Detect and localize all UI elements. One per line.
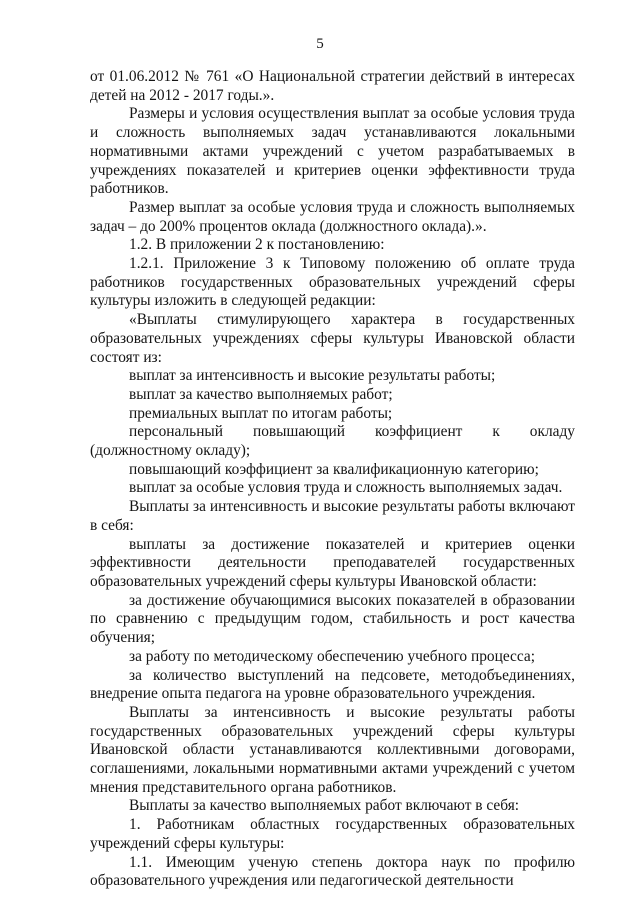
paragraph: 1.2. В приложении 2 к постановлению: bbox=[129, 236, 385, 254]
page-number: 5 bbox=[316, 36, 324, 52]
paragraph: повышающий коэффициент за квалификационную категорию; bbox=[129, 460, 539, 478]
paragraph: за работу по методическому обеспечению учебного процесса; bbox=[129, 647, 536, 665]
paragraph: персональный повышающий коэффициент к окладу (должностному окладу); bbox=[90, 423, 575, 460]
paragraph: выплаты за достижение показателей и критериев оценки эффективности деятельности преподавателей государственных образовательных учреждений сферы культуры Ивановской области: bbox=[90, 535, 575, 590]
paragraph: 1.1. Имеющим ученую степень доктора наук по профилю образовательного учреждения или педагогической деятельности bbox=[90, 853, 575, 890]
paragraph: Выплаты за качество выполняемых работ включают в себя: bbox=[129, 797, 520, 815]
paragraph: «Выплаты стимулирующего характера в государственных образовательных учреждениях сферы культуры Ивановской области состоят из: bbox=[90, 311, 575, 366]
paragraph: выплат за особые условия труда и сложность выполняемых задач. bbox=[129, 479, 563, 497]
paragraph: 1.2.1. Приложение 3 к Типовому положению об оплате труда работников государственных образовательных учреждений сферы культуры изложить в следующей редакции: bbox=[90, 255, 575, 310]
paragraph: Выплаты за интенсивность и высокие результаты работы государственных образовательных учреждений сферы культуры Ивановской области устанавливаются коллективными договорами, соглашениями, локальными нормативными актами учреждений с учетом мнения представительного органа работников. bbox=[90, 703, 575, 796]
paragraph: 1. Работникам областных государственных образовательных учреждений сферы культуры: bbox=[90, 816, 575, 852]
paragraph: от 01.06.2012 № 761 «О Национальной стратегии действий в интересах детей на 2012 - 2017 годы.». bbox=[90, 68, 575, 104]
paragraph: Выплаты за интенсивность и высокие результаты работы включают в себя: bbox=[90, 498, 575, 534]
paragraph: премиальных выплат по итогам работы; bbox=[129, 404, 393, 422]
paragraph: за достижение обучающимися высоких показателей в образовании по сравнению с предыдущим годом, стабильность и рост качества обучения; bbox=[90, 591, 575, 647]
paragraph: Размеры и условия осуществления выплат за особые условия труда и сложность выполняемых задач устанавливаются локальными нормативными актами учреждений с учетом разрабатываемых в учреждениях показателей и критериев оценки эффективности труда работников. bbox=[90, 105, 575, 198]
paragraph: за количество выступлений на педсовете, методобъединениях, внедрение опыта педагога на уровне образовательного учреждения. bbox=[90, 666, 575, 703]
document-body bbox=[90, 68, 575, 891]
paragraph: выплат за интенсивность и высокие результаты работы; bbox=[129, 367, 496, 385]
paragraph: Размер выплат за особые условия труда и сложность выполняемых задач – до 200% процентов оклада (должностного оклада).». bbox=[90, 198, 575, 235]
paragraph: выплат за качество выполняемых работ; bbox=[129, 385, 393, 403]
